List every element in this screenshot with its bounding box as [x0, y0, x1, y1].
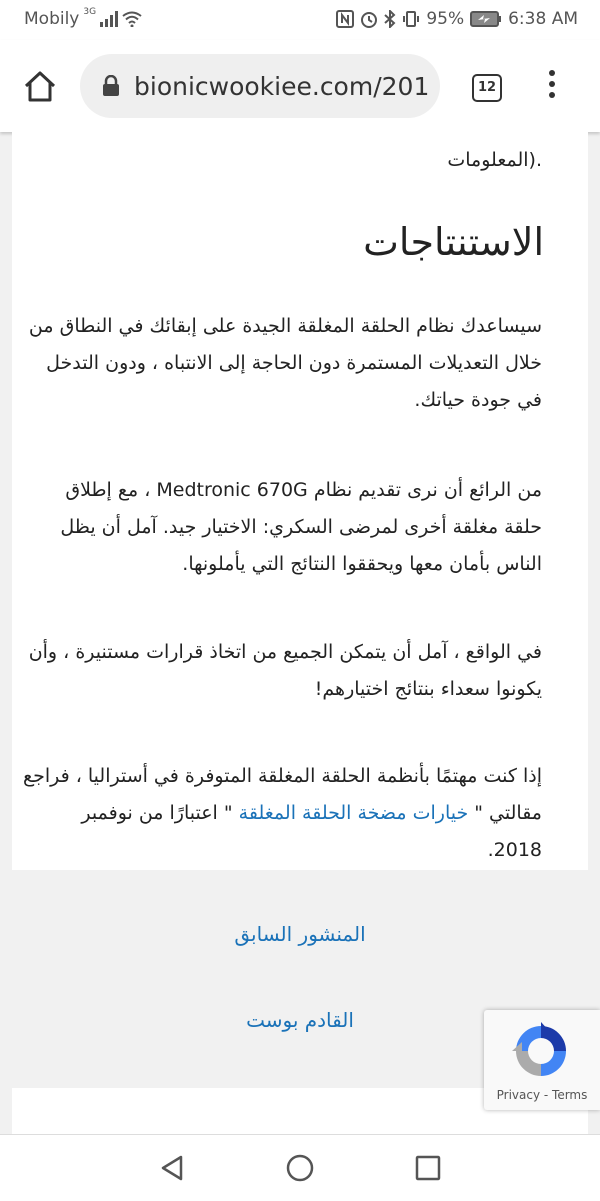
article-card	[12, 132, 588, 870]
recaptcha-terms-link[interactable]: Terms	[552, 1088, 588, 1102]
battery-percent: 95%	[426, 9, 465, 29]
system-nav-bar	[0, 1134, 600, 1201]
recaptcha-icon	[510, 1020, 572, 1082]
paragraph-fragment: .(المعلومات	[447, 149, 542, 171]
network-type: 3G	[83, 7, 97, 17]
closed-loop-options-link[interactable]: خيارات مضخة الحلقة المغلقة	[238, 802, 469, 824]
back-icon[interactable]	[158, 1153, 188, 1183]
alarm-icon	[360, 10, 378, 28]
nfc-icon	[336, 10, 354, 28]
address-bar[interactable]	[80, 54, 440, 118]
home-circle-icon[interactable]	[285, 1153, 315, 1183]
recents-icon[interactable]	[413, 1153, 443, 1183]
paragraph-4-text-before: إذا كنت مهتمًا بأنظمة الحلقة المغلقة المتوفرة في أستراليا ، فراجع مقالتي "	[22, 765, 542, 824]
signal-icon	[100, 11, 118, 27]
carrier-name: Mobily	[24, 9, 80, 29]
home-icon[interactable]	[22, 68, 58, 104]
more-menu-icon[interactable]	[546, 70, 558, 104]
paragraph-1: سيساعدك نظام الحلقة المغلقة الجيدة على إبقائك في النطاق من خلال التعديلات المستمرة دون الحاجة إلى الانتباه ، ودون التدخل في جودة حياتك.	[28, 315, 542, 411]
recaptcha-links	[484, 1088, 600, 1102]
battery-charging-icon	[470, 11, 502, 27]
bluetooth-icon	[384, 10, 396, 28]
recaptcha-separator: -	[540, 1088, 553, 1102]
section-heading: الاستنتاجات	[363, 220, 544, 264]
wifi-icon	[122, 11, 142, 27]
paragraph-4	[22, 758, 542, 869]
url-text: bionicwookiee.com/201	[134, 71, 430, 101]
previous-post-link[interactable]: المنشور السابق	[234, 922, 366, 946]
browser-toolbar	[0, 40, 600, 132]
recaptcha-privacy-link[interactable]: Privacy	[496, 1088, 541, 1102]
paragraph-3: في الواقع ، آمل أن يتمكن الجميع من اتخاذ قرارات مستنيرة ، وأن يكونوا سعداء بنتائج اختيارهم!	[28, 641, 542, 700]
status-bar	[0, 0, 600, 40]
clock-time: 6:38 AM	[508, 9, 578, 29]
tab-switcher-button[interactable]: 12	[472, 74, 502, 102]
next-post-link[interactable]: القادم بوست	[246, 1008, 354, 1032]
recaptcha-badge[interactable]	[484, 1010, 600, 1110]
paragraph-4-text-after: " اعتبارًا من نوفمبر 2018.	[81, 802, 542, 861]
vibrate-icon	[402, 10, 420, 28]
lock-icon	[102, 75, 120, 97]
paragraph-2: من الرائع أن نرى تقديم نظام Medtronic 670G ، مع إطلاق حلقة مغلقة أخرى لمرضى السكري: الاختيار جيد. آمل أن يظل الناس بأمان معها ويحققوا النتائج التي يأملونها.	[60, 479, 542, 575]
